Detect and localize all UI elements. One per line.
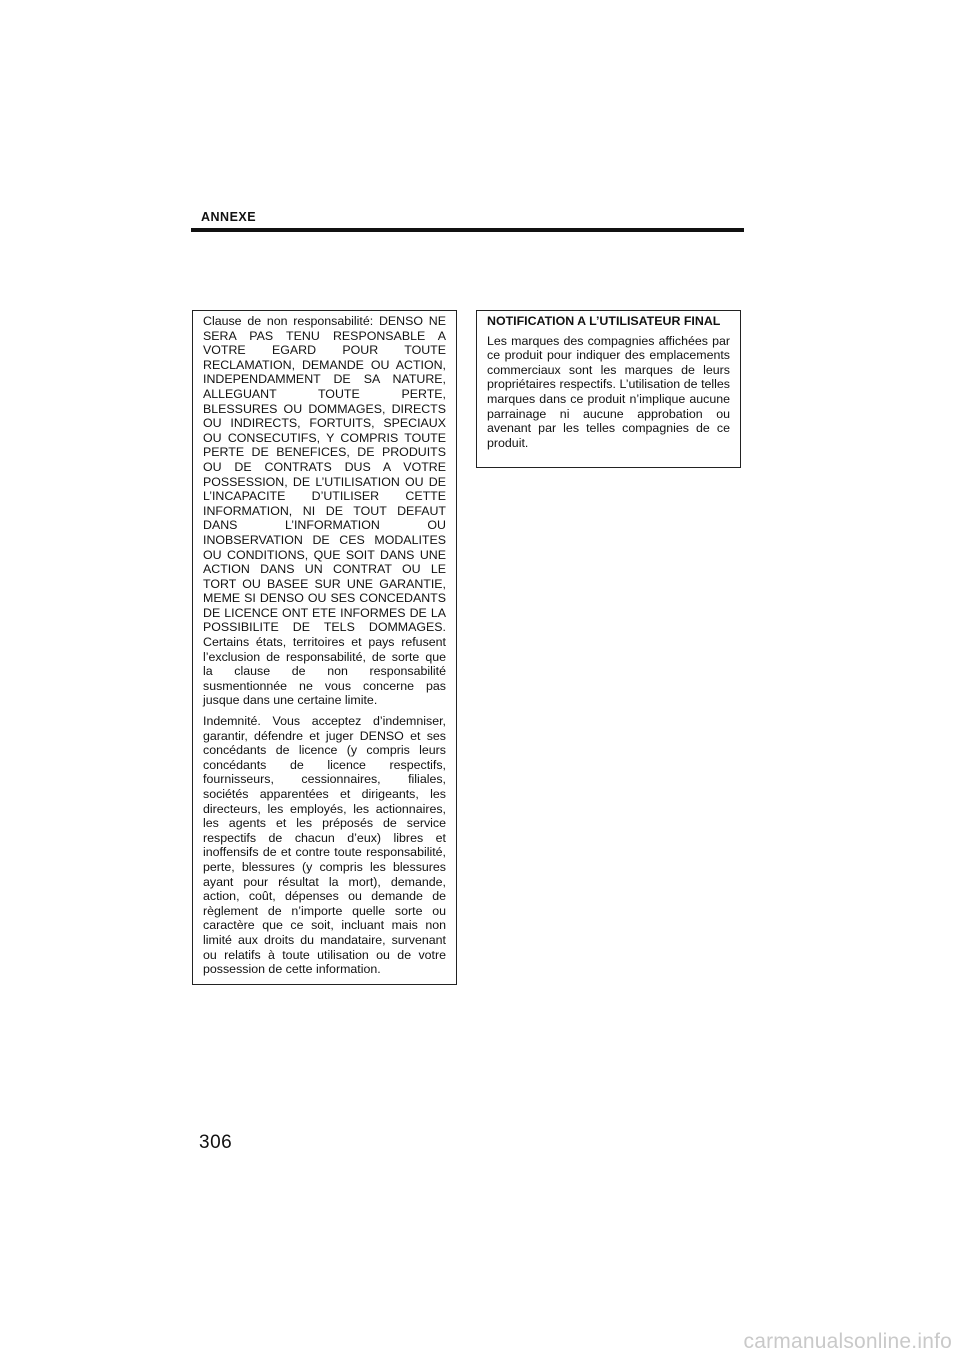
end-user-notice-paragraph: Les marques des compagnies affichées par ce produit pour indiquer des emplacements commerciaux sont les marques de leurs propriétaires respectifs. L’utilisation de telles marques dans ce produit n’implique aucune parrainage ni aucune approbation ou avenant par les telles compagnies de ce produit. xyxy=(487,333,730,450)
disclaimer-box xyxy=(192,310,457,985)
section-title: ANNEXE xyxy=(201,210,257,224)
disclaimer-paragraph: Clause de non responsabilité: DENSO NE SERA PAS TENU RESPONSABLE A VOTRE EGARD POUR TOUTE RECLAMATION, DEMANDE OU ACTION, INDEPENDAMMENT DE SA NATURE, ALLEGUANT TOUTE PERTE, BLESSURES OU DOMMAGES, DIRECTS OU INDIRECTS, FORTUITS, SPECIAUX OU CONSECUTIFS, Y COMPRIS TOUTE PERTE DE BENEFICES, DE PRODUITS OU DE CONTRATS DUS A VOTRE POSSESSION, DE L’UTILISATION OU DE L’INCAPACITE D’UTILISER CETTE INFORMATION, NI DE TOUT DEFAUT DANS L’INFORMATION OU INOBSERVATION DE CES MODALITES OU CONDITIONS, QUE SOIT DANS UNE ACTION DANS UN CONTRAT OU LE TORT OU BASEE SUR UNE GARANTIE, MEME SI DENSO OU SES CONCEDANTS DE LICENCE ONT ETE INFORMES DE LA POSSIBILITE DE TELS DOMMAGES. Certains états, territoires et pays refusent l’exclusion de responsabilité, de sorte que la clause de non responsabilité susmentionnée ne vous concerne pas jusque dans une certaine limite. xyxy=(203,314,446,708)
end-user-notice-heading: NOTIFICATION A L’UTILISATEUR FINAL xyxy=(487,314,721,328)
end-user-notice-box xyxy=(476,310,741,468)
header-rule xyxy=(191,228,744,232)
watermark: carmanualsonline.info xyxy=(743,1330,952,1353)
indemnity-paragraph: Indemnité. Vous acceptez d’indemniser, garantir, défendre et juger DENSO et ses concédants de licence (y compris leurs concédants de licence respectifs, fournisseurs, cessionnaires, filiales, sociétés apparentées et dirigeants, les directeurs, les employés, les actionnaires, les agents et les préposés de service respectifs de chacun d’eux) libres et inoffensifs de et contre toute responsabilité, perte, blessures (y compris les blessures ayant pour résultat la mort), demande, action, coût, dépenses ou demande de règlement de n’importe quelle sorte ou caractère que ce soit, incluant mais non limité aux droits du mandataire, survenant ou relatifs à toute utilisation ou de votre possession de cette information. xyxy=(203,714,446,977)
page-number: 306 xyxy=(199,1132,233,1153)
